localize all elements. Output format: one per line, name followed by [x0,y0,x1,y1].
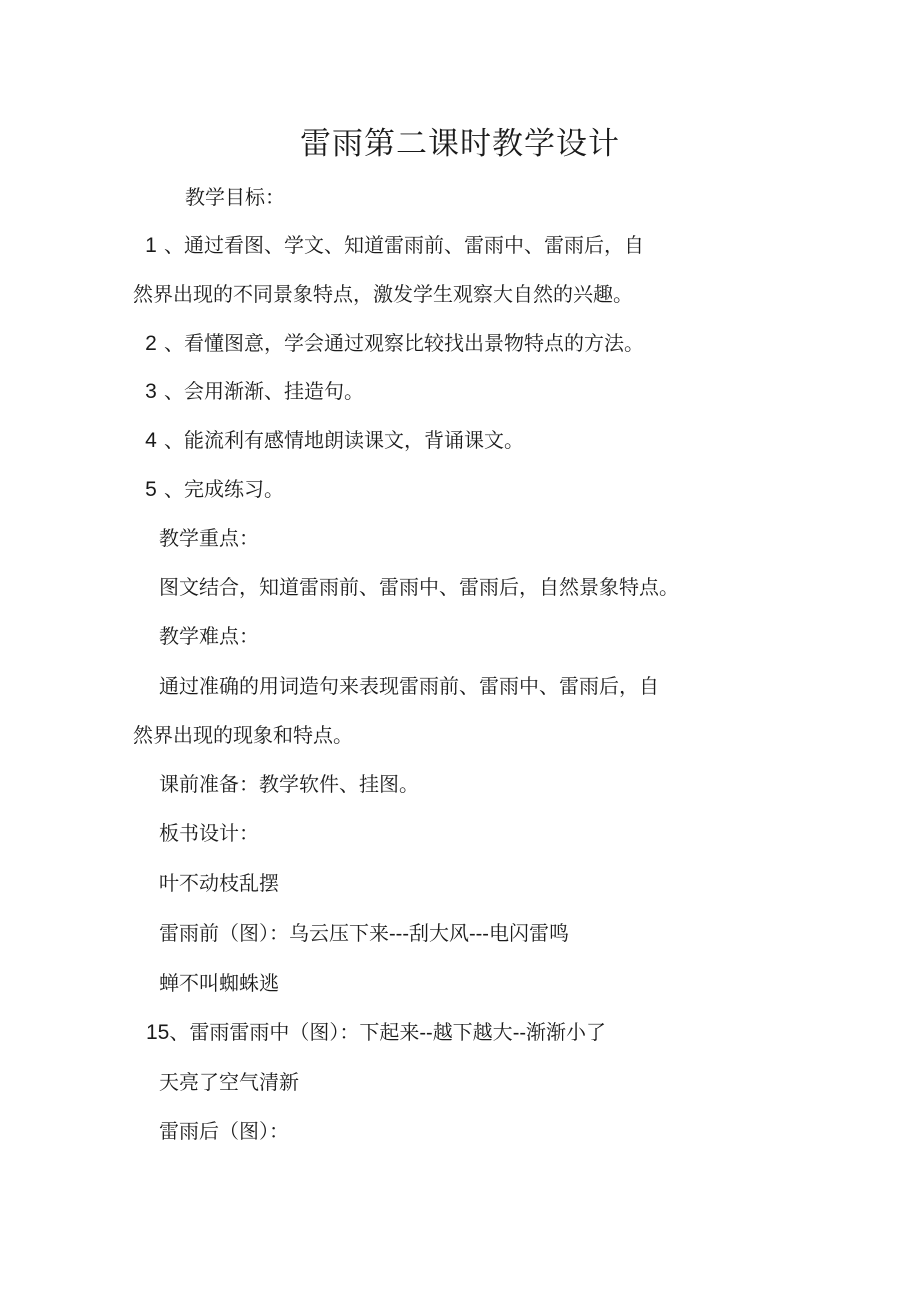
board-line-4-number: 15 [146,1021,170,1044]
objective-1-text: 、通过看图、学文、知道雷雨前、雷雨中、雷雨后，自 [164,233,644,257]
board-line-1: 叶不动枝乱摆 [159,871,279,895]
objective-3-text: 、会用渐渐、挂造句。 [164,379,364,403]
board-line-4-dash-1: -- [419,1022,433,1044]
board-line-2 [159,920,569,947]
board-line-2-dash-1: --- [389,923,409,945]
objective-1-line-2: 然界出现的不同景象特点，激发学生观察大自然的兴趣。 [133,282,633,306]
board-line-4-part-a: 、雷雨雷雨中（图）：下起来 [169,1020,420,1044]
objective-2-text: 、看懂图意，学会通过观察比较找出景物特点的方法。 [164,331,644,355]
objective-4-number: 4 [145,429,157,452]
board-line-6: 雷雨后（图）： [159,1119,289,1143]
board-line-4-part-e: 渐渐小了 [526,1020,607,1044]
board-heading: 板书设计： [159,821,259,845]
board-line-2-dash-2: --- [468,923,489,945]
objective-3 [138,378,364,405]
objective-4 [138,427,524,454]
objective-5 [138,476,284,503]
objective-1-line-1 [138,232,644,259]
objective-2 [138,330,644,357]
board-line-2-part-e: 电闪雷鸣 [488,921,569,945]
board-line-2-part-a: 雷雨前（图）：乌云压下来 [159,921,389,945]
board-line-4-part-c: 越下越大 [432,1020,513,1044]
preparation-text: 课前准备：教学软件、挂图。 [159,772,419,796]
document-title: 雷雨第二课时教学设计 [300,126,620,162]
board-line-5: 天亮了空气清新 [159,1070,299,1094]
board-line-2-part-c: 刮大风 [408,921,469,945]
board-line-4 [146,1019,606,1046]
objective-1-number: 1 [145,234,157,257]
objective-2-number: 2 [145,332,157,355]
difficulty-line-1: 通过准确的用词造句来表现雷雨前、雷雨中、雷雨后，自 [159,674,659,698]
objective-4-text: 、能流利有感情地朗读课文，背诵课文。 [164,428,524,452]
key-point-text: 图文结合，知道雷雨前、雷雨中、雷雨后，自然景象特点。 [159,575,679,599]
board-line-4-dash-2: -- [512,1022,527,1044]
board-line-3: 蝉不叫蜘蛛逃 [159,971,279,995]
key-point-heading: 教学重点： [159,526,259,550]
objective-5-text: 、完成练习。 [164,477,284,501]
difficulty-line-2: 然界出现的现象和特点。 [133,723,353,747]
objective-3-number: 3 [145,380,157,403]
objective-5-number: 5 [145,478,157,501]
objectives-heading: 教学目标： [185,185,285,209]
difficulty-heading: 教学难点： [159,624,259,648]
